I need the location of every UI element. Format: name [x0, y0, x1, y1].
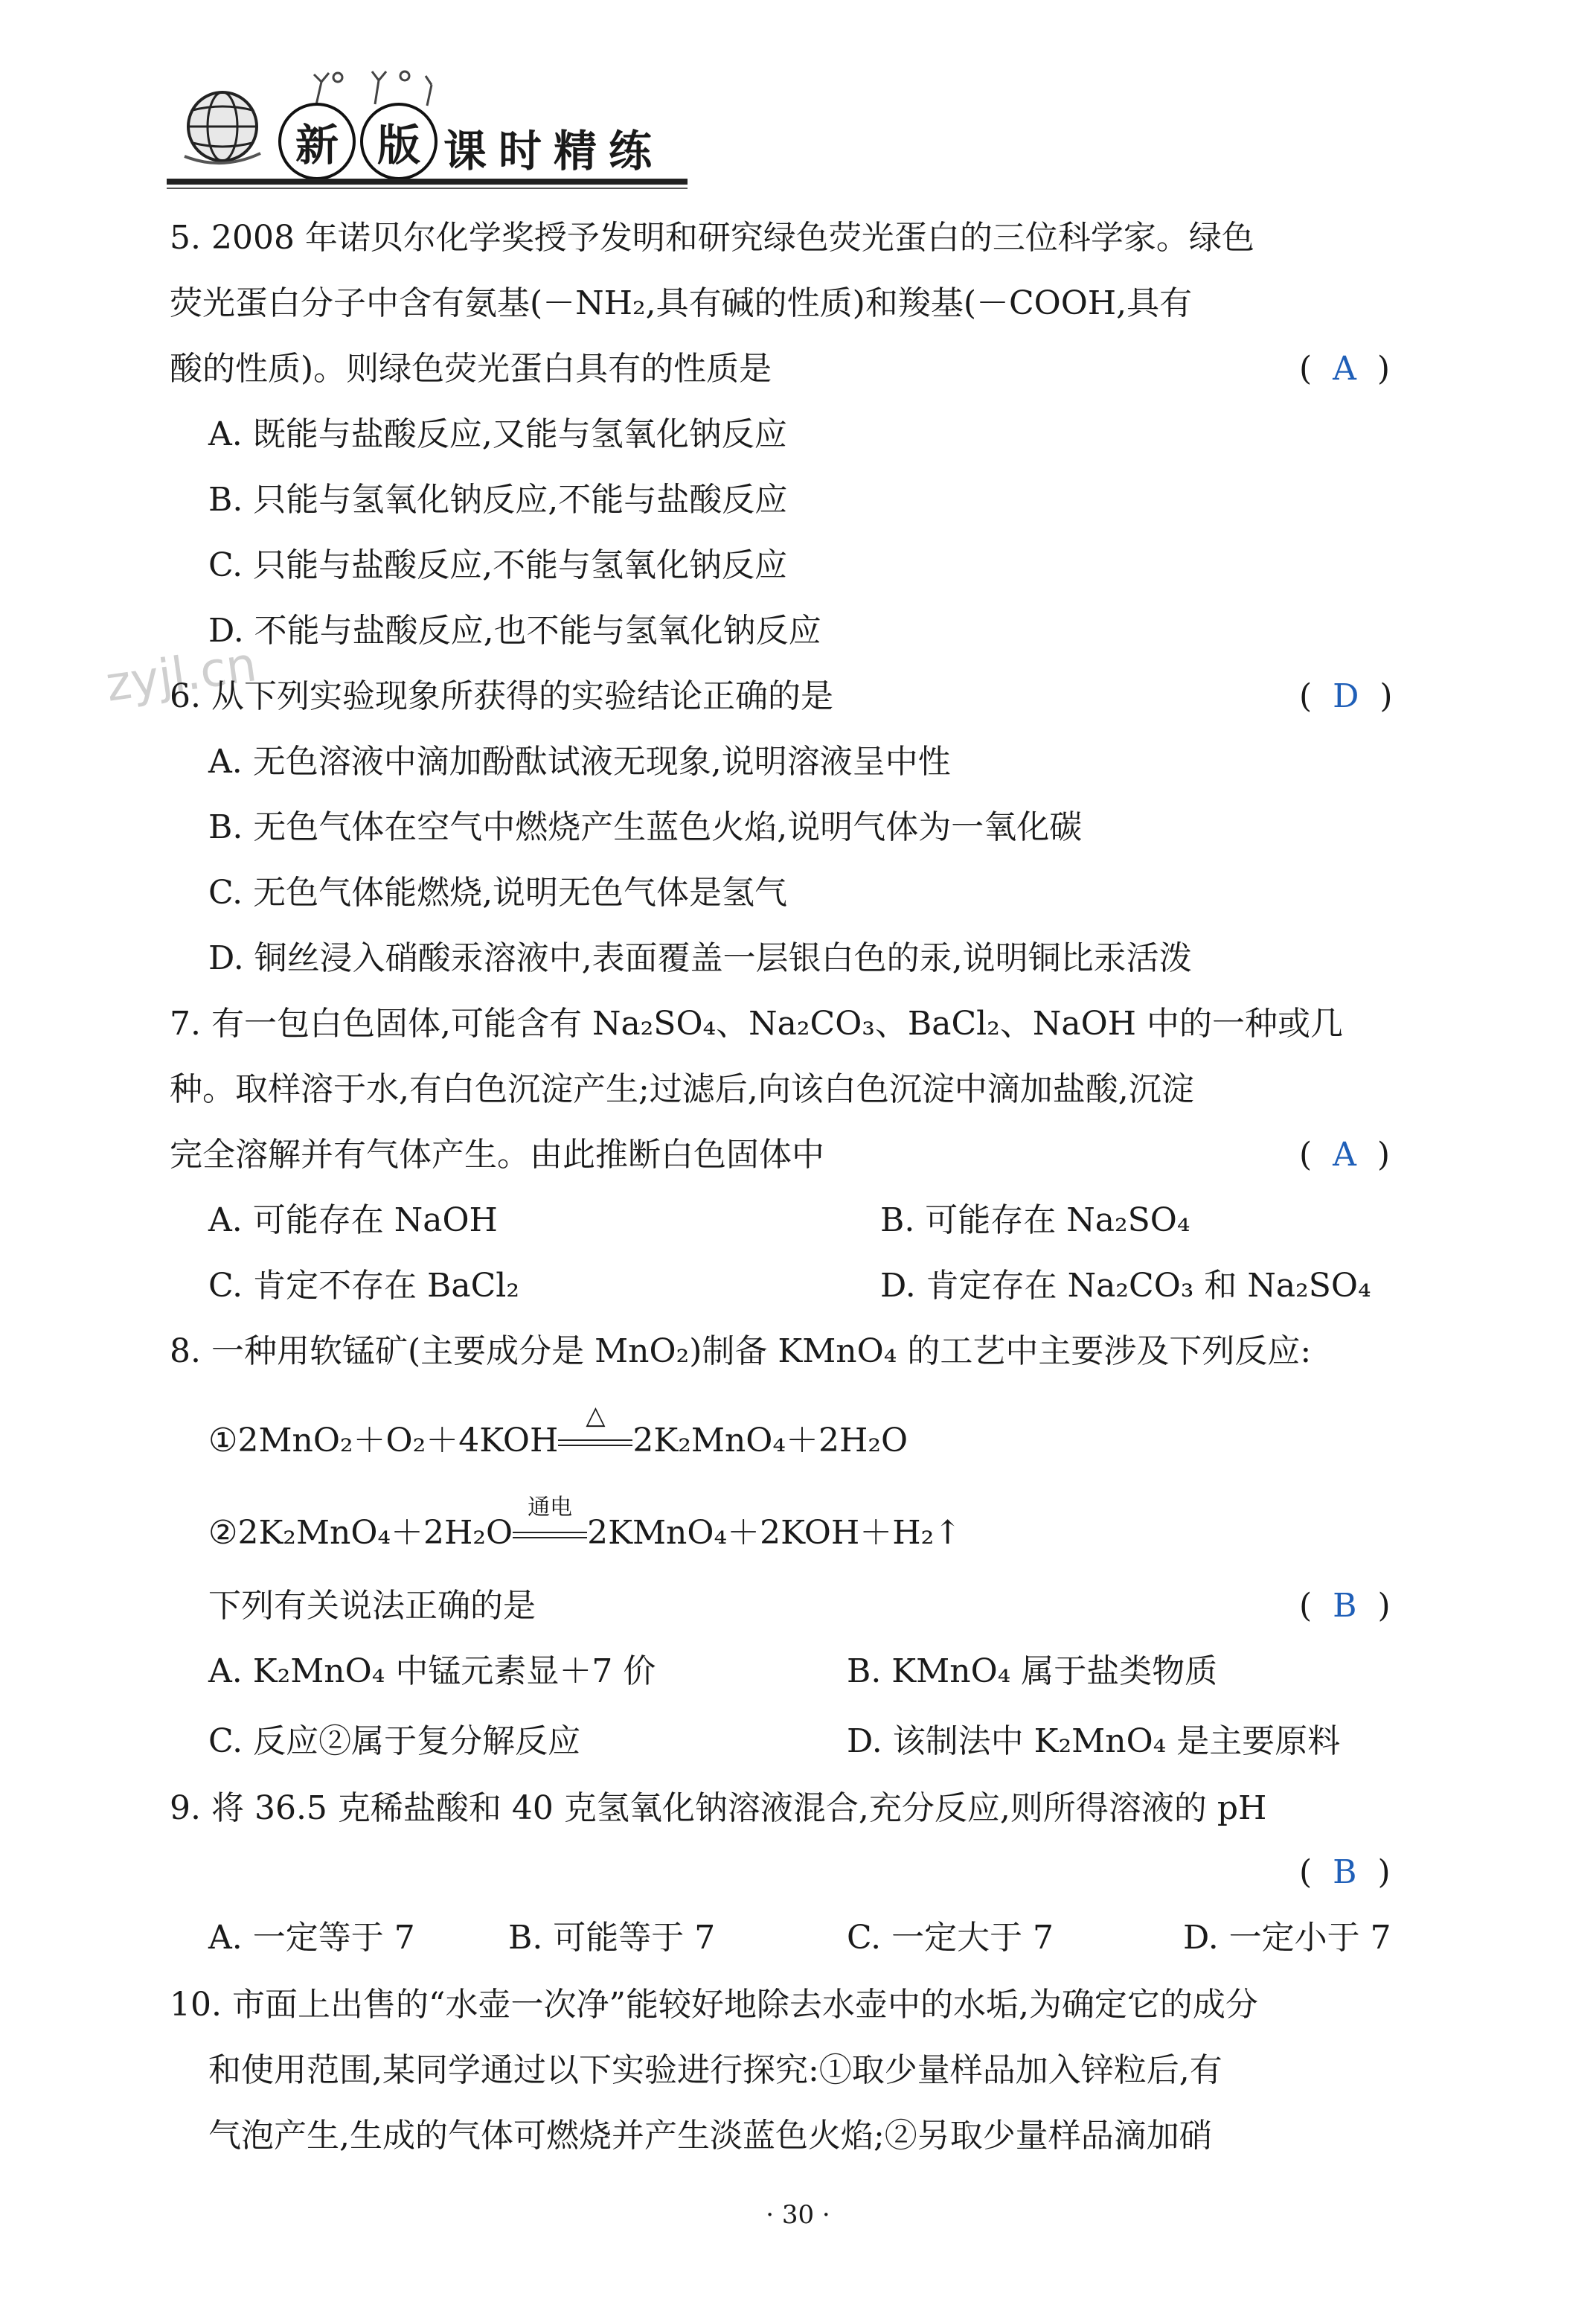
q7-answer-bracket: ( A )	[1299, 1136, 1391, 1174]
q7-answer: A	[1333, 1136, 1356, 1174]
q7-stem-line1: 7. 有一包白色固体,可能含有 Na₂SO₄、Na₂CO₃、BaCl₂、NaOH 中的一种或几	[170, 1005, 1344, 1043]
globe-logo-icon	[182, 82, 263, 171]
header-rule-thin	[167, 188, 688, 189]
q8-r2-condition: 通电	[528, 1494, 573, 1521]
q9-option-d: D. 一定小于 7	[1183, 1919, 1391, 1957]
q6-option-a: A. 无色溶液中滴加酚酞试液无现象,说明溶液呈中性	[208, 743, 951, 781]
q5-stem-line2: 荧光蛋白分子中含有氨基(－NH₂,具有碱的性质)和羧基(－COOH,具有	[170, 284, 1193, 322]
q8-reaction-1	[208, 1401, 908, 1463]
q5-stem-line1: 5. 2008 年诺贝尔化学奖授予发明和研究绿色荧光蛋白的三位科学家。绿色	[170, 219, 1254, 257]
q8-r1-products: 2K₂MnO₄＋2H₂O	[632, 1422, 908, 1460]
q8-r2-reactants: ②2K₂MnO₄＋2H₂O	[208, 1514, 513, 1552]
q9-stem-line1: 9. 将 36.5 克稀盐酸和 40 克氢氧化钠溶液混合,充分反应,则所得溶液的 pH	[170, 1789, 1267, 1827]
q10-stem-line1: 10. 市面上出售的“水壶一次净”能较好地除去水壶中的水垢,为确定它的成分	[170, 1986, 1258, 2024]
q8-r2-products: 2KMnO₄＋2KOH＋H₂↑	[587, 1514, 962, 1552]
q7-stem-line3: 完全溶解并有气体产生。由此推断白色固体中	[170, 1136, 824, 1174]
watermark: zyjl.cn	[102, 637, 260, 713]
book-header	[167, 52, 688, 186]
page-number: · 30 ·	[766, 2200, 830, 2230]
header-rule	[167, 179, 688, 185]
q9-answer: B	[1333, 1853, 1357, 1891]
q8-option-d: D. 该制法中 K₂MnO₄ 是主要原料	[847, 1722, 1341, 1760]
q8-answer: B	[1333, 1587, 1357, 1625]
q5-option-a: A. 既能与盐酸反应,又能与氢氧化钠反应	[208, 415, 787, 453]
q5-answer: A	[1333, 350, 1356, 388]
q10-stem-line3: 气泡产生,生成的气体可燃烧并产生淡蓝色火焰;②另取少量样品滴加硝	[208, 2117, 1212, 2155]
q5-option-d: D. 不能与盐酸反应,也不能与氢氧化钠反应	[208, 612, 821, 650]
header-badge-edition: 版	[360, 103, 438, 180]
q8-answer-bracket: ( B )	[1299, 1587, 1391, 1625]
q5-stem-line3: 酸的性质)。则绿色荧光蛋白具有的性质是	[170, 350, 772, 388]
q5-option-c: C. 只能与盐酸反应,不能与氢氧化钠反应	[208, 546, 788, 584]
q5-answer-bracket: ( A )	[1299, 350, 1391, 388]
q8-r2-arrow	[513, 1494, 587, 1556]
q8-r1-arrow	[558, 1401, 632, 1463]
q10-stem-line2: 和使用范围,某同学通过以下实验进行探究:①取少量样品加入锌粒后,有	[208, 2051, 1222, 2089]
q7-stem-line2: 种。取样溶于水,有白色沉淀产生;过滤后,向该白色沉淀中滴加盐酸,沉淀	[170, 1070, 1194, 1108]
q8-option-b: B. KMnO₄ 属于盐类物质	[847, 1652, 1218, 1690]
q5-option-b: B. 只能与氢氧化钠反应,不能与盐酸反应	[208, 481, 788, 519]
header-badge-new: 新	[278, 103, 356, 180]
q8-r1-reactants: ①2MnO₂＋O₂＋4KOH	[208, 1422, 559, 1460]
q7-option-d: D. 肯定存在 Na₂CO₃ 和 Na₂SO₄	[880, 1267, 1371, 1305]
q6-option-c: C. 无色气体能燃烧,说明无色气体是氢气	[208, 874, 788, 912]
q6-answer: D	[1333, 677, 1359, 715]
q9-option-c: C. 一定大于 7	[847, 1919, 1054, 1957]
q9-option-b: B. 可能等于 7	[508, 1919, 716, 1957]
q8-r1-condition: △	[586, 1401, 606, 1430]
q6-answer-bracket: ( D )	[1299, 677, 1393, 715]
q8-option-a: A. K₂MnO₄ 中锰元素显＋7 价	[208, 1652, 656, 1690]
q6-stem-line1: 6. 从下列实验现象所获得的实验结论正确的是	[170, 677, 833, 715]
q6-option-b: B. 无色气体在空气中燃烧产生蓝色火焰,说明气体为一氧化碳	[208, 808, 1083, 846]
header-title: 课时精练	[443, 126, 664, 176]
q7-option-c: C. 肯定不存在 BaCl₂	[208, 1267, 519, 1305]
q6-option-d: D. 铜丝浸入硝酸汞溶液中,表面覆盖一层银白色的汞,说明铜比汞活泼	[208, 939, 1192, 977]
q7-option-a: A. 可能存在 NaOH	[208, 1201, 498, 1239]
q9-answer-bracket: ( B )	[1299, 1853, 1391, 1891]
q7-option-b: B. 可能存在 Na₂SO₄	[880, 1201, 1190, 1239]
q8-stem-line1: 8. 一种用软锰矿(主要成分是 MnO₂)制备 KMnO₄ 的工艺中主要涉及下列反应:	[170, 1332, 1312, 1370]
q8-option-c: C. 反应②属于复分解反应	[208, 1722, 581, 1760]
q9-option-a: A. 一定等于 7	[208, 1919, 415, 1957]
q8-stem-line4: 下列有关说法正确的是	[208, 1587, 536, 1625]
q8-reaction-2	[208, 1494, 962, 1556]
